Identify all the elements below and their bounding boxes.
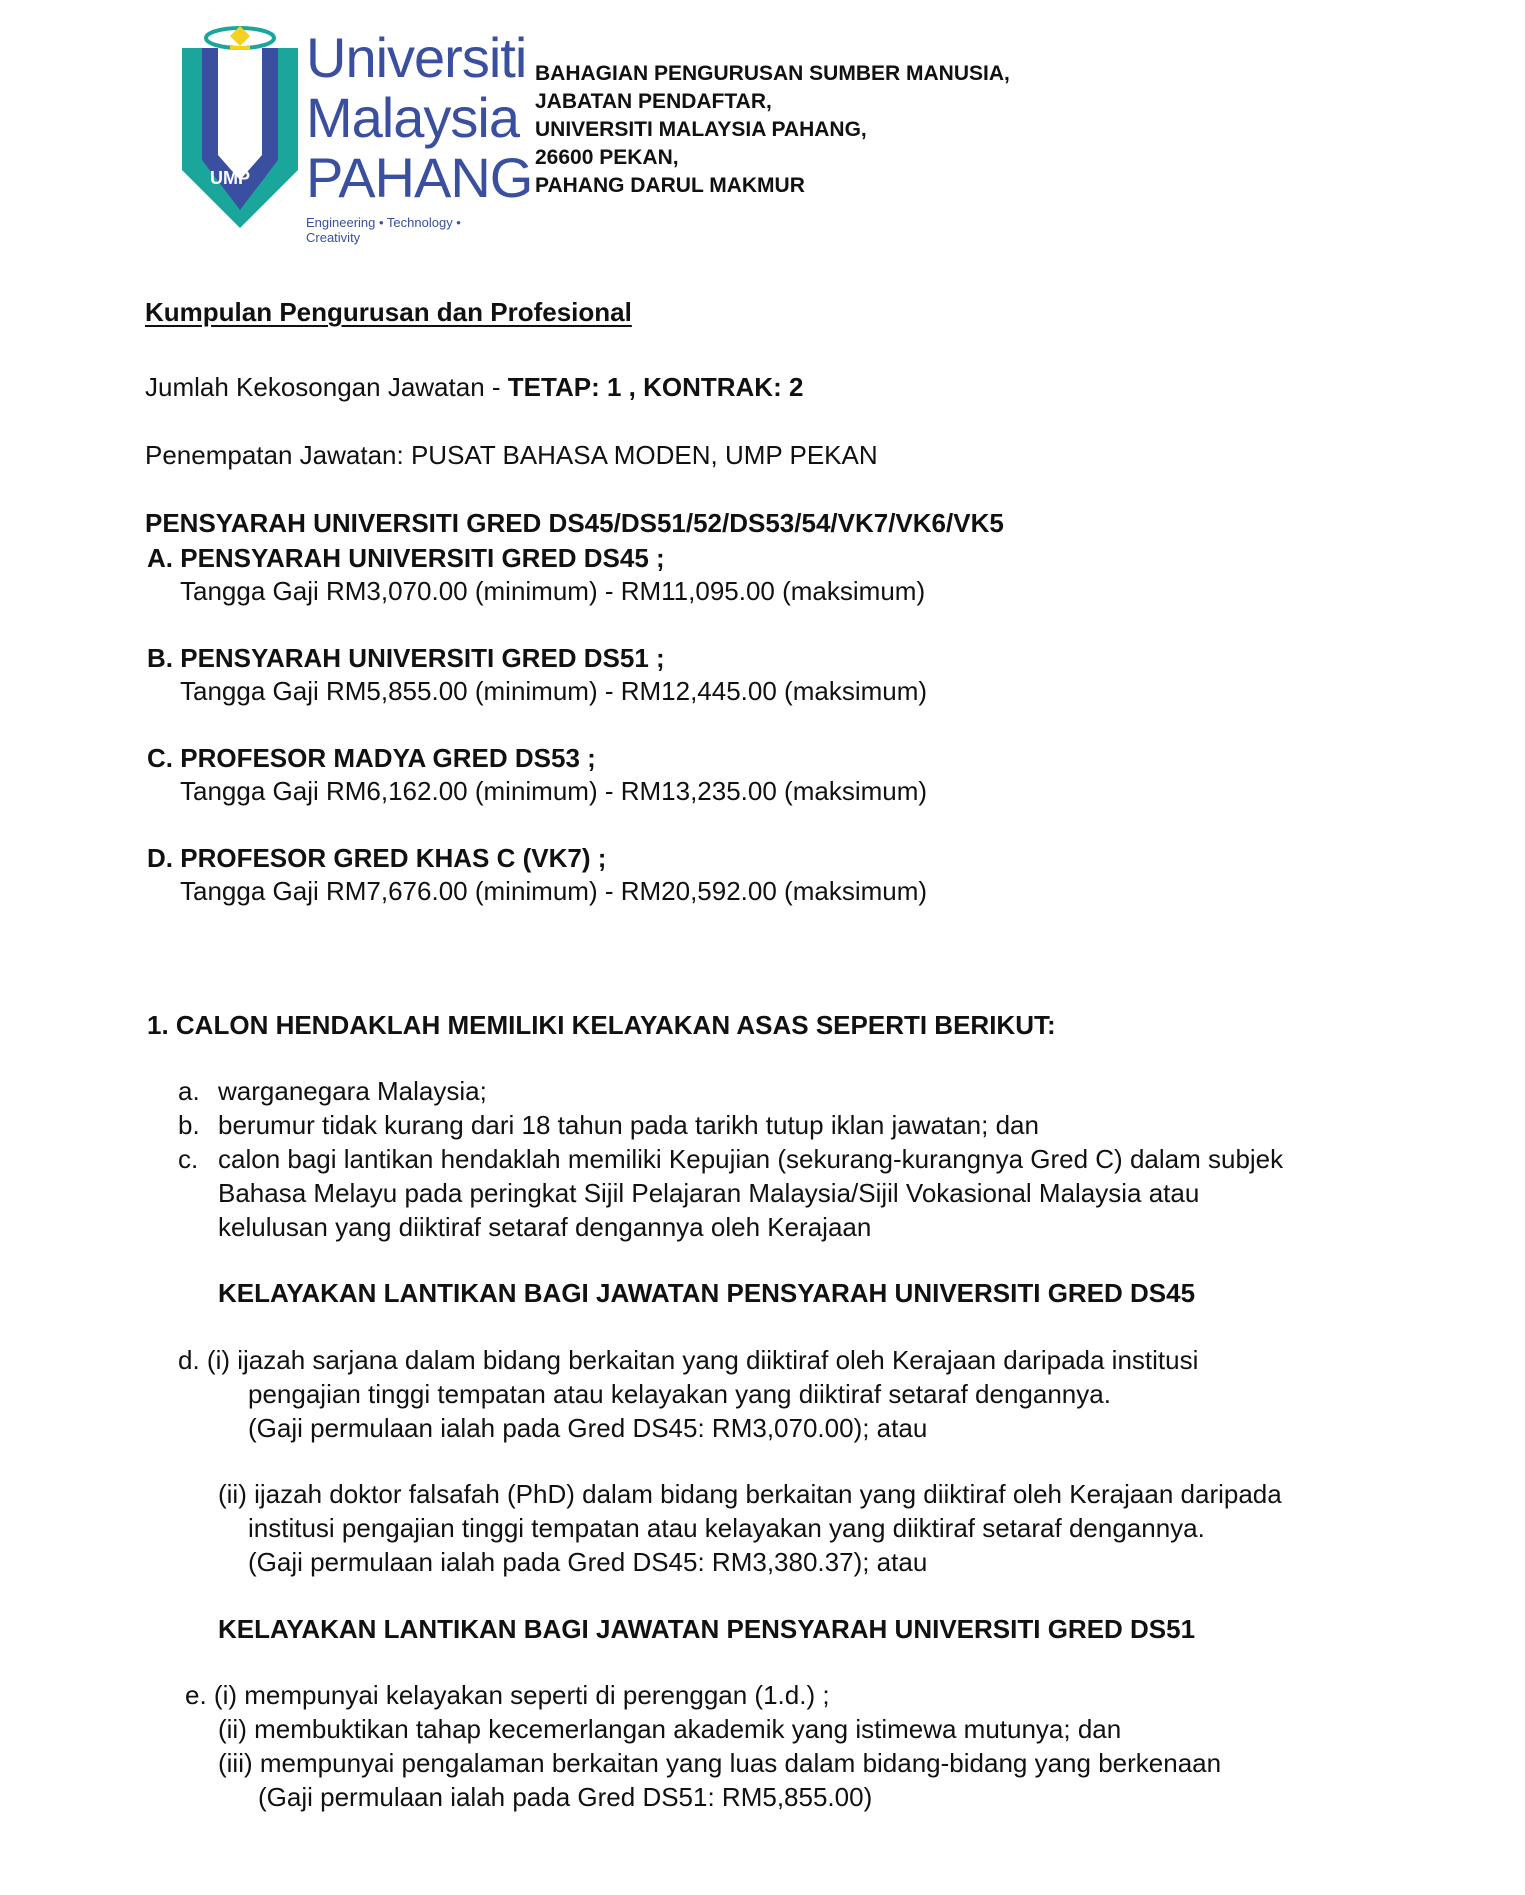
address-block (535, 60, 1010, 200)
address-line: UNIVERSITI MALAYSIA PAHANG, (535, 118, 867, 141)
vacancy-label: Jumlah Kekosongan Jawatan - (145, 372, 508, 402)
list-marker: c. (178, 1144, 199, 1174)
qualification-line: institusi pengajian tinggi tempatan atau kelayakan yang diiktiraf setaraf dengannya. (248, 1513, 1205, 1543)
qualification-line: e. (i) mempunyai kelayakan seperti di perenggan (1.d.) ; (185, 1680, 830, 1710)
address-line: 26600 PEKAN, (535, 146, 679, 169)
list-marker: b. (178, 1110, 200, 1140)
list-item: warganegara Malaysia; (218, 1076, 487, 1106)
placement-line: Penempatan Jawatan: PUSAT BAHASA MODEN, UMP PEKAN (145, 440, 878, 470)
vacancy-value: TETAP: 1 , KONTRAK: 2 (507, 372, 804, 402)
qualification-line: (iii) mempunyai pengalaman berkaitan yang luas dalam bidang-bidang yang berkenaan (218, 1748, 1222, 1778)
grade-salary: Tangga Gaji RM7,676.00 (minimum) - RM20,592.00 (maksimum) (180, 876, 928, 906)
grade-salary: Tangga Gaji RM3,070.00 (minimum) - RM11,095.00 (maksimum) (180, 576, 926, 606)
address-line: PAHANG DARUL MAKMUR (535, 174, 805, 197)
list-item: berumur tidak kurang dari 18 tahun pada tarikh tutup iklan jawatan; dan (218, 1110, 1039, 1140)
logo-word-pahang: PAHANG (306, 146, 533, 209)
grade-title: D. PROFESOR GRED KHAS C (VK7) ; (147, 843, 607, 873)
university-logo (180, 20, 533, 245)
logo-word-malaysia: Malaysia (306, 86, 519, 149)
qualification-salary: (Gaji permulaan ialah pada Gred DS51: RM5,855.00) (258, 1782, 873, 1812)
grade-title: B. PENSYARAH UNIVERSITI GRED DS51 ; (147, 643, 665, 673)
logo-tagline: Engineering • Technology • Creativity (306, 215, 461, 245)
list-item-continued: Bahasa Melayu pada peringkat Sijil Pelajaran Malaysia/Sijil Vokasional Malaysia atau (218, 1178, 1200, 1208)
grade-title: C. PROFESOR MADYA GRED DS53 ; (147, 743, 596, 773)
logo-word-universiti: Universiti (306, 26, 527, 89)
group-title: Kumpulan Pengurusan dan Profesional (145, 297, 632, 327)
ump-shield-icon (180, 20, 300, 230)
qualification-line: pengajian tinggi tempatan atau kelayakan yang diiktiraf setaraf dengannya. (248, 1379, 1111, 1409)
grade-title: A. PENSYARAH UNIVERSITI GRED DS45 ; (147, 543, 665, 573)
list-marker: a. (178, 1076, 200, 1106)
ds51-heading: KELAYAKAN LANTIKAN BAGI JAWATAN PENSYARAH UNIVERSITI GRED DS51 (218, 1614, 1196, 1644)
address-line: BAHAGIAN PENGURUSAN SUMBER MANUSIA, (535, 62, 1010, 85)
post-title: PENSYARAH UNIVERSITI GRED DS45/DS51/52/DS53/54/VK7/VK6/VK5 (145, 508, 1004, 538)
qualification-line: (ii) membuktikan tahap kecemerlangan akademik yang istimewa mutunya; dan (218, 1714, 1122, 1744)
list-item-continued: kelulusan yang diiktiraf setaraf dengannya oleh Kerajaan (218, 1212, 872, 1242)
vacancy-line (145, 370, 803, 404)
section-title: 1. CALON HENDAKLAH MEMILIKI KELAYAKAN ASAS SEPERTI BERIKUT: (147, 1010, 1056, 1040)
list-item: calon bagi lantikan hendaklah memiliki Kepujian (sekurang-kurangnya Gred C) dalam subjek (218, 1144, 1284, 1174)
qualification-line: (ii) ijazah doktor falsafah (PhD) dalam bidang berkaitan yang diiktiraf oleh Kerajaan daripada (218, 1479, 1282, 1509)
address-line: JABATAN PENDAFTAR, (535, 90, 772, 113)
qualification-salary: (Gaji permulaan ialah pada Gred DS45: RM3,380.37); atau (248, 1547, 928, 1577)
grade-salary: Tangga Gaji RM6,162.00 (minimum) - RM13,235.00 (maksimum) (180, 776, 928, 806)
grade-salary: Tangga Gaji RM5,855.00 (minimum) - RM12,445.00 (maksimum) (180, 676, 928, 706)
qualification-line: d. (i) ijazah sarjana dalam bidang berkaitan yang diiktiraf oleh Kerajaan daripada institusi (178, 1345, 1199, 1375)
ds45-heading: KELAYAKAN LANTIKAN BAGI JAWATAN PENSYARAH UNIVERSITI GRED DS45 (218, 1278, 1196, 1308)
ump-badge-text: UMP (210, 168, 250, 188)
qualification-salary: (Gaji permulaan ialah pada Gred DS45: RM3,070.00); atau (248, 1413, 928, 1443)
